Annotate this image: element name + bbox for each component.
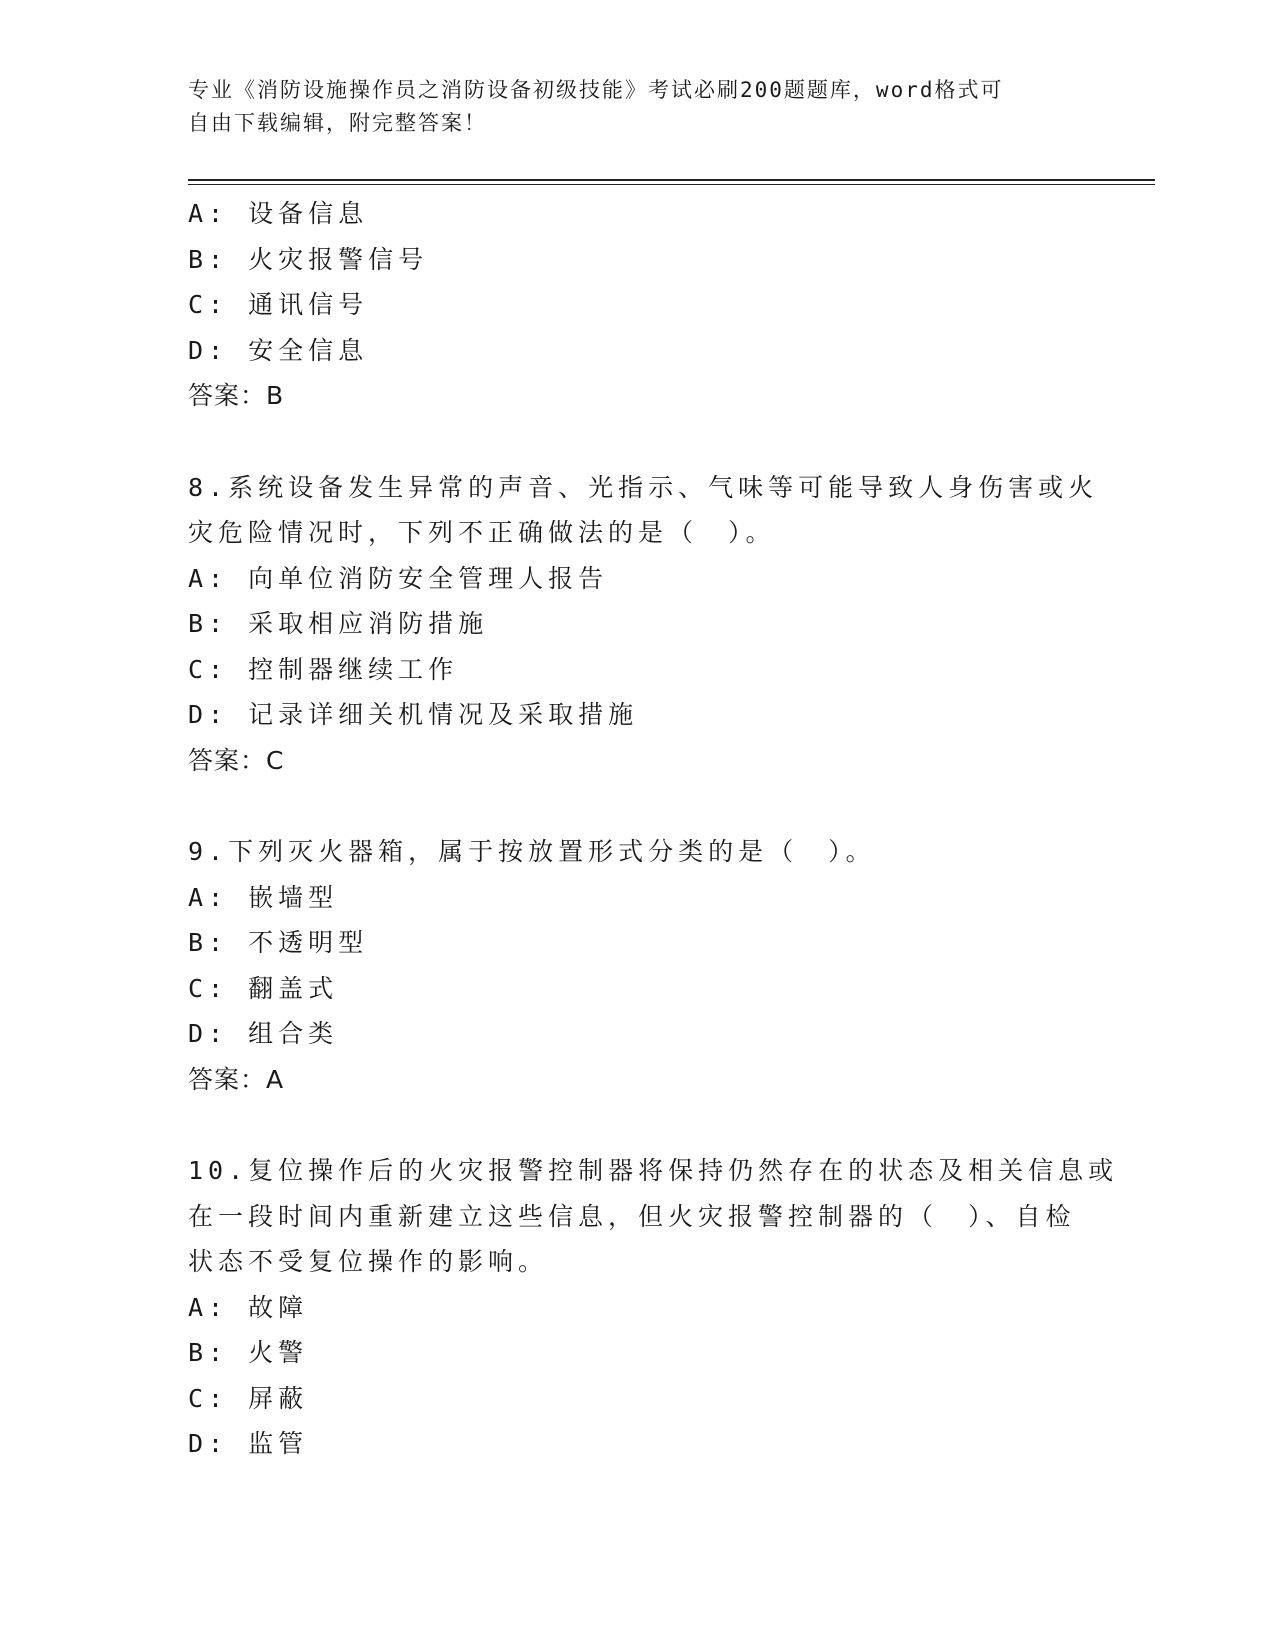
header-divider-thick [188,179,1155,181]
option-b: B: 采取相应消防措施 [188,609,489,638]
option-d: D: 安全信息 [188,335,369,365]
question-10 [188,1148,1119,1467]
option-b: B: 火警 [188,1338,309,1367]
option-a: A: 设备信息 [188,199,369,228]
option-d: D: 组合类 [188,1019,339,1048]
answer-line: 答案：A [188,1064,285,1094]
option-c: C: 控制器继续工作 [188,654,459,684]
option-c: C: 屏蔽 [188,1383,309,1413]
option-c: C: 翻盖式 [188,973,339,1003]
answer-line: 答案：B [188,381,285,410]
option-a: A: 向单位消防安全管理人报告 [188,563,609,593]
question-9 [188,829,1088,1102]
question-8 [188,465,1099,784]
question-text-line: 9.下列灭火器箱，属于按放置形式分类的是（ ）。 [188,837,876,866]
option-b: B: 不透明型 [188,928,369,957]
document-header [188,74,1068,140]
header-line-2: 自由下载编辑，附完整答案！ [188,111,487,135]
header-line-1: 专业《消防设施操作员之消防设备初级技能》考试必刷200题题库，word格式可 [188,78,1004,102]
option-c: C: 通讯信号 [188,290,369,319]
question-text-line: 灾危险情况时，下列不正确做法的是（ ）。 [188,518,776,547]
question-7 [188,191,1088,419]
answer-line: 答案：C [188,745,285,775]
question-list [188,191,1119,1467]
question-text-line: 在一段时间内重新建立这些信息，但火灾报警控制器的（ ）、自检 [188,1201,1076,1231]
option-d: D: 记录详细关机情况及采取措施 [188,700,639,729]
option-a: A: 故障 [188,1292,309,1322]
option-d: D: 监管 [188,1429,309,1458]
header-divider-thin [188,184,1155,185]
question-text-line: 10.复位操作后的火灾报警控制器将保持仍然存在的状态及相关信息或 [188,1156,1119,1185]
option-a: A: 嵌墙型 [188,882,339,912]
question-text-line: 状态不受复位操作的影响。 [188,1247,549,1276]
option-b: B: 火灾报警信号 [188,244,429,274]
question-text-line: 8.系统设备发生异常的声音、光指示、气味等可能导致人身伤害或火 [188,472,1099,502]
